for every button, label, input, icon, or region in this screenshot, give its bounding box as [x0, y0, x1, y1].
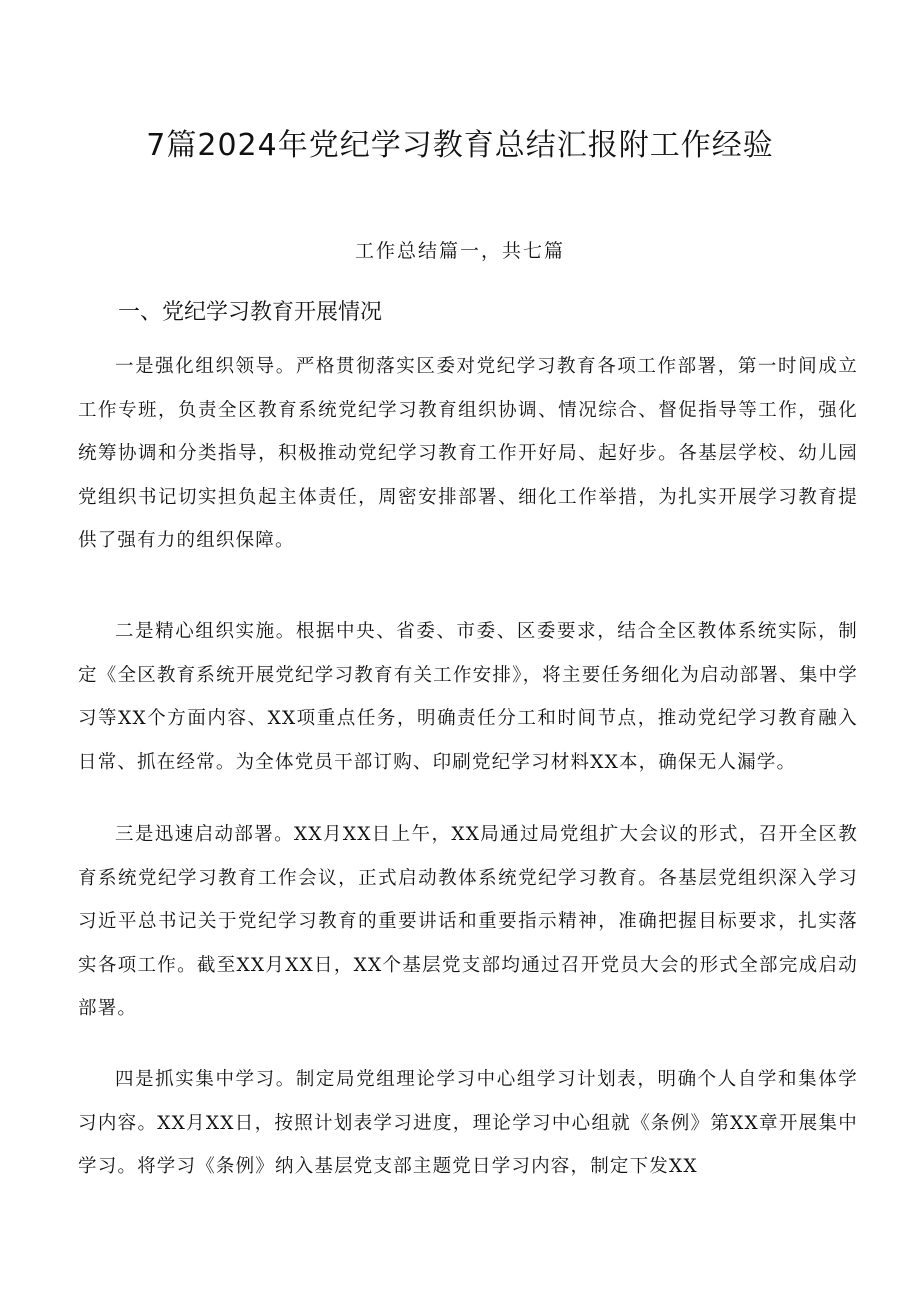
document-subtitle: 工作总结篇一，共七篇: [354, 240, 565, 262]
paragraph-1: 一是强化组织领导。严格贯彻落实区委对党纪学习教育各项工作部署，第一时间成立工作专班，负责全区教育系统党纪学习教育组织协调、情况综合、督促指导等工作，强化统筹协调和分类指导，积极推动党纪学习教育工作开好局、起好步。各基层学校、幼儿园党组织书记切实担负起主体责任，周密安排部署、细化工作举措，为扎实开展学习教育提供了强有力的组织保障。: [78, 356, 858, 551]
paragraph-3: 三是迅速启动部署。XX月XX日上午，XX局通过局党组扩大会议的形式，召开全区教育系统党纪学习教育工作会议，正式启动教体系统党纪学习教育。各基层党组织深入学习习近平总书记关于党纪学习教育的重要讲话和重要指示精神，准确把握目标要求，扎实落实各项工作。截至XX月XX日，XX个基层党支部均通过召开党员大会的形式全部完成启动部署。: [78, 824, 858, 1019]
section-heading: 一、党纪学习教育开展情况: [118, 300, 383, 325]
paragraph-2: 二是精心组织实施。根据中央、省委、市委、区委要求，结合全区教体系统实际，制定《全区教育系统开展党纪学习教育有关工作安排》，将主要任务细化为启动部署、集中学习等XX个方面内容、XX项重点任务，明确责任分工和时间节点，推动党纪学习教育融入日常、抓在经常。为全体党员干部订购、印刷党纪学习材料XX本，确保无人漏学。: [78, 621, 858, 773]
document-title: 7篇2024年党纪学习教育总结汇报附工作经验: [146, 128, 774, 163]
paragraph-4: 四是抓实集中学习。制定局党组理论学习中心组学习计划表，明确个人自学和集体学习内容。XX月XX日，按照计划表学习进度，理论学习中心组就《条例》第XX章开展集中学习。将学习《条例》纳入基层党支部主题党日学习内容，制定下发XX: [78, 1069, 858, 1177]
